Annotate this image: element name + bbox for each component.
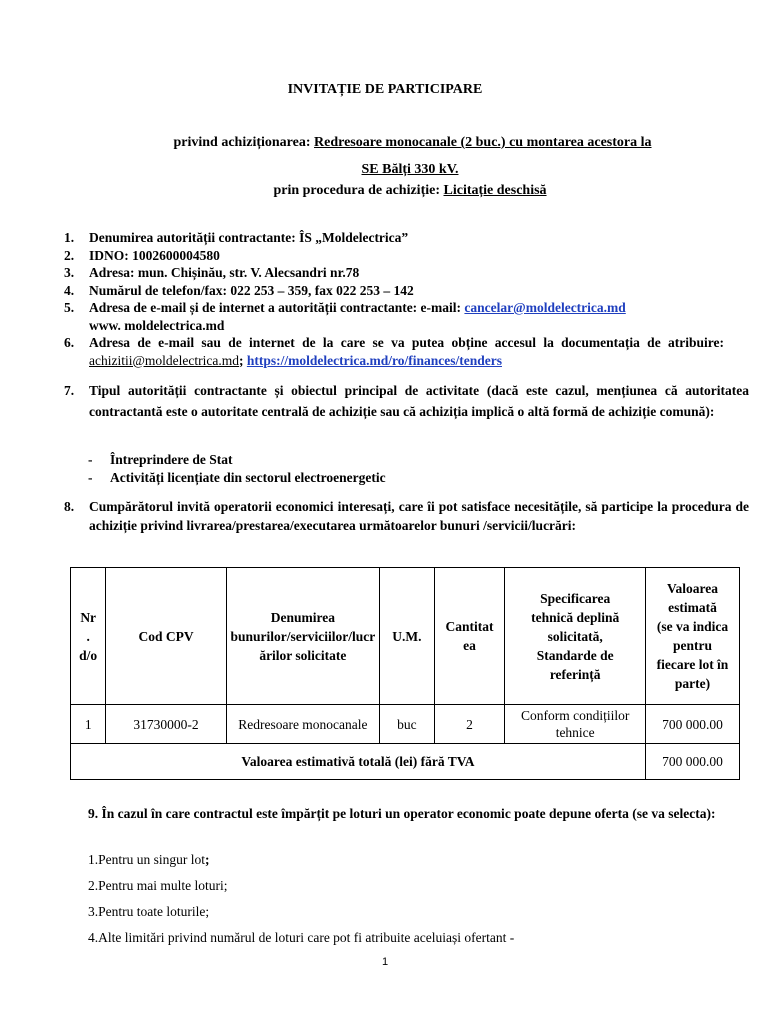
cell-value: 700 000.00 [645, 705, 739, 744]
website-text: www. moldelectrica.md [89, 317, 225, 333]
total-label: Valoarea estimativă totală (lei) fără TVA [71, 744, 646, 780]
item-text: Adresa: mun. Chișinău, str. V. Alecsandri nr.78 [89, 265, 360, 280]
item-number: 1. [64, 230, 75, 245]
header-um: U.M. [380, 568, 435, 705]
item-number: 7. [64, 383, 75, 398]
dash-marker: - [88, 452, 93, 467]
item-text: Adresa de e-mail și de internet a autorității contractante: e-mail: [89, 300, 465, 315]
header-spec: Specificarea tehnică deplină solicitată, Standarde de referință [505, 568, 646, 705]
cell-cpv: 31730000-2 [106, 705, 226, 744]
header-nr: Nr . d/o [71, 568, 106, 705]
header-cpv: Cod CPV [106, 568, 226, 705]
item-number: 5. [64, 300, 75, 315]
procedure-line [0, 183, 770, 199]
item-text: IDNO: 1002600004580 [89, 247, 220, 263]
header-qty: Cantitat ea [434, 568, 505, 705]
item-number: 8. [64, 499, 75, 514]
lot-option [88, 852, 210, 868]
subject-line-2 [0, 162, 770, 178]
cell-name: Redresoare monocanale [226, 705, 379, 744]
separator: ; [239, 352, 247, 368]
page-number: 1 [381, 956, 389, 968]
list-item [64, 334, 724, 369]
cell-um: buc [380, 705, 435, 744]
dash-marker: - [88, 470, 93, 485]
header-value: Valoarea estimată (se va indica pentru fiecare lot în parte) [645, 568, 739, 705]
item-text: Numărul de telefon/fax: 022 253 – 359, fax 022 253 – 142 [89, 282, 414, 298]
contracting-authority-type [64, 380, 749, 422]
cell-spec: Conform condițiilor tehnice [505, 705, 646, 744]
contact-email-link[interactable]: cancelar@moldelectrica.md [464, 300, 626, 315]
item-text: Tipul autorității contractante și obiectul principal de activitate (dacă este cazul, mențiunea că autoritatea contractantă este o autoritate centrală de achiziție sau că achiziția implică o altă formă de achiziție comună): [89, 383, 749, 419]
document-title: INVITAȚIE DE PARTICIPARE [287, 82, 483, 97]
bullet-text: Întreprindere de Stat [110, 452, 233, 467]
procedure-prefix: prin procedura de achiziție: [273, 183, 444, 198]
item-number: 6. [64, 335, 75, 350]
subject-prefix: privind achiziționarea: [173, 135, 315, 150]
subject-object: Redresoare monocanale (2 buc.) cu montarea acestora la [314, 135, 652, 150]
bullet-text: Activități licențiate din sectorul electroenergetic [110, 470, 386, 485]
table-total-row [71, 744, 740, 780]
lot-option: 4.Alte limitări privind numărul de loturi care pot fi atribuite aceluiași ofertant - [88, 930, 515, 945]
procurement-table [70, 567, 740, 780]
list-item [64, 299, 724, 334]
cell-nr: 1 [71, 705, 106, 744]
tenders-url-link[interactable]: https://moldelectrica.md/ro/finances/tenders [246, 352, 502, 368]
invitation-paragraph [64, 497, 749, 535]
item-text: Cumpărătorul invită operatorii economici interesați, care îi pot satisface necesitățile, să participe la procedura de achiziție privind livrarea/prestarea/executarea următoarelor bunuri /servicii/lucrări: [89, 499, 749, 533]
option-text: 1.Pentru un singur lot [88, 852, 205, 867]
option-suffix: ; [205, 852, 210, 867]
list-item [64, 282, 724, 300]
header-name: Denumirea bunurilor/serviciilor/lucr ărilor solicitate [226, 568, 379, 705]
procedure-type: Licitație deschisă [443, 183, 547, 198]
item-text: Denumirea autorității contractante: ÎS „Moldelectrica” [89, 230, 409, 245]
lot-option: 2.Pentru mai multe loturi; [88, 878, 228, 893]
subject-line [0, 135, 770, 151]
item-text: Adresa de e-mail sau de internet de la care se va putea obține accesul la documentația de atribuire: [89, 335, 724, 350]
subject-object-cont: SE Bălți 330 kV. [361, 162, 459, 177]
cell-qty: 2 [434, 705, 505, 744]
table-header-row [71, 568, 740, 705]
table-row [71, 705, 740, 744]
procurement-email-link[interactable]: achizitii@moldelectrica.md [89, 352, 239, 368]
list-item [64, 229, 724, 247]
item-number: 2. [64, 247, 75, 263]
list-item [64, 247, 724, 265]
total-value: 700 000.00 [645, 744, 739, 780]
lot-option: 3.Pentru toate loturile; [88, 904, 210, 919]
list-item [64, 264, 724, 282]
item-number: 4. [64, 282, 75, 298]
item-number: 3. [64, 265, 75, 280]
lots-question: 9. În cazul în care contractul este împărțit pe loturi un operator economic poate depune oferta (se va selecta): [88, 806, 716, 821]
info-list [64, 229, 724, 369]
